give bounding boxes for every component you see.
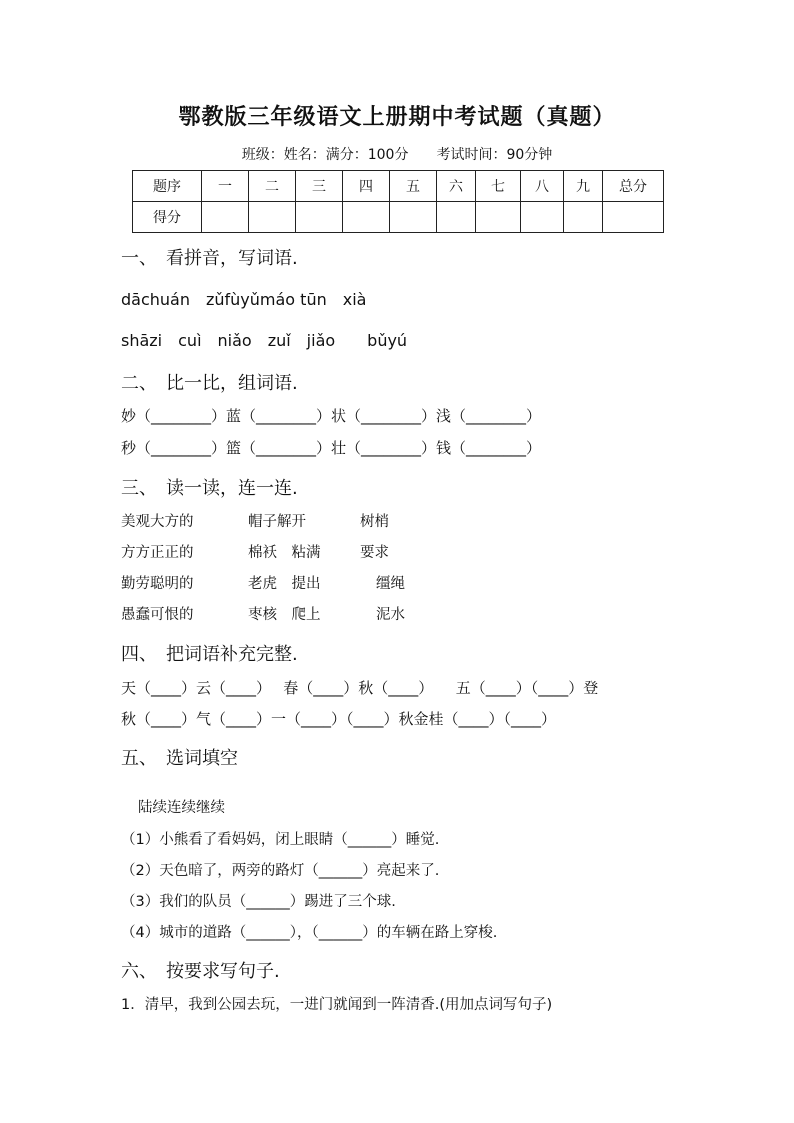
match-word[interactable]: 帽子解开 [248, 514, 306, 530]
score-input-cell[interactable] [476, 202, 521, 233]
score-table-header-row [133, 171, 664, 202]
match-word[interactable]: 方方正正的 [121, 545, 194, 561]
table-cell: 五 [390, 171, 437, 202]
score-input-cell[interactable] [437, 202, 476, 233]
question-item: （2）天色暗了，两旁的路灯（______）亮起来了. [121, 863, 440, 879]
score-input-cell[interactable] [521, 202, 564, 233]
match-word[interactable]: 棉袄 粘满 [248, 545, 321, 561]
fill-line: 妙（________）蓝（________）状（________）浅（________） [121, 407, 542, 425]
score-table [132, 170, 664, 233]
score-input-cell[interactable] [564, 202, 603, 233]
table-cell: 八 [521, 171, 564, 202]
score-input-cell[interactable] [202, 202, 249, 233]
question-item: （4）城市的道路（______），（______）的车辆在路上穿梭. [121, 925, 498, 941]
table-cell: 七 [476, 171, 521, 202]
match-word[interactable]: 枣核 爬上 [248, 607, 321, 623]
question-item: （3）我们的队员（______）踢进了三个球. [121, 894, 396, 910]
match-word[interactable]: 树梢 [360, 514, 389, 530]
section-heading: 三、 读一读，连一连. [121, 478, 298, 499]
table-cell: 得分 [133, 202, 202, 233]
pinyin-line: dāchuán zǔfùyǔmáo tūn xià [121, 290, 367, 309]
table-cell: 六 [437, 171, 476, 202]
table-cell: 九 [564, 171, 603, 202]
table-cell: 二 [249, 171, 296, 202]
page-title: 鄂教版三年级语文上册期中考试题（真题） [178, 104, 616, 130]
table-cell: 一 [202, 171, 249, 202]
table-cell: 三 [296, 171, 343, 202]
table-cell: 四 [343, 171, 390, 202]
match-word[interactable]: 勤劳聪明的 [121, 576, 194, 592]
section-heading: 六、 按要求写句子. [121, 961, 280, 982]
word-options: 陆续连续继续 [138, 800, 225, 816]
fill-line: 秋（____）气（____）一（____）（____）秋金桂（____）（____） [121, 710, 557, 728]
score-input-cell[interactable] [249, 202, 296, 233]
match-word[interactable]: 泥水 [376, 607, 405, 623]
section-heading: 二、 比一比，组词语. [121, 373, 298, 394]
match-word[interactable]: 要求 [360, 545, 389, 561]
score-input-cell[interactable] [343, 202, 390, 233]
question-item: 1．清早，我到公园去玩，一进门就闻到一阵清香.(用加点词写句子) [121, 997, 553, 1013]
match-word[interactable]: 缰绳 [376, 576, 405, 592]
section-heading: 一、 看拼音，写词语. [121, 248, 298, 269]
match-word[interactable]: 老虎 提出 [248, 576, 321, 592]
match-word[interactable]: 美观大方的 [121, 514, 194, 530]
fill-line: 秒（________）篮（________）壮（________）钱（________） [121, 439, 542, 457]
question-item: （1）小熊看了看妈妈，闭上眼睛（______）睡觉. [121, 832, 440, 848]
table-cell: 题序 [133, 171, 202, 202]
score-input-cell[interactable] [296, 202, 343, 233]
score-input-cell[interactable] [390, 202, 437, 233]
score-input-cell[interactable] [603, 202, 664, 233]
exam-info: 班级：姓名：满分：100分 考试时间：90分钟 [241, 147, 553, 163]
pinyin-line: shāzi cuì niǎo zuǐ jiǎo bǔyú [121, 331, 408, 350]
match-word[interactable]: 愚蠢可恨的 [121, 607, 194, 623]
section-heading: 五、 选词填空 [121, 748, 238, 769]
section-heading: 四、 把词语补充完整. [121, 644, 298, 665]
score-table-score-row [133, 202, 664, 233]
table-cell: 总分 [603, 171, 664, 202]
fill-line: 天（____）云（____） 春（____）秋（____） 五（____）（____）登 [121, 679, 599, 697]
